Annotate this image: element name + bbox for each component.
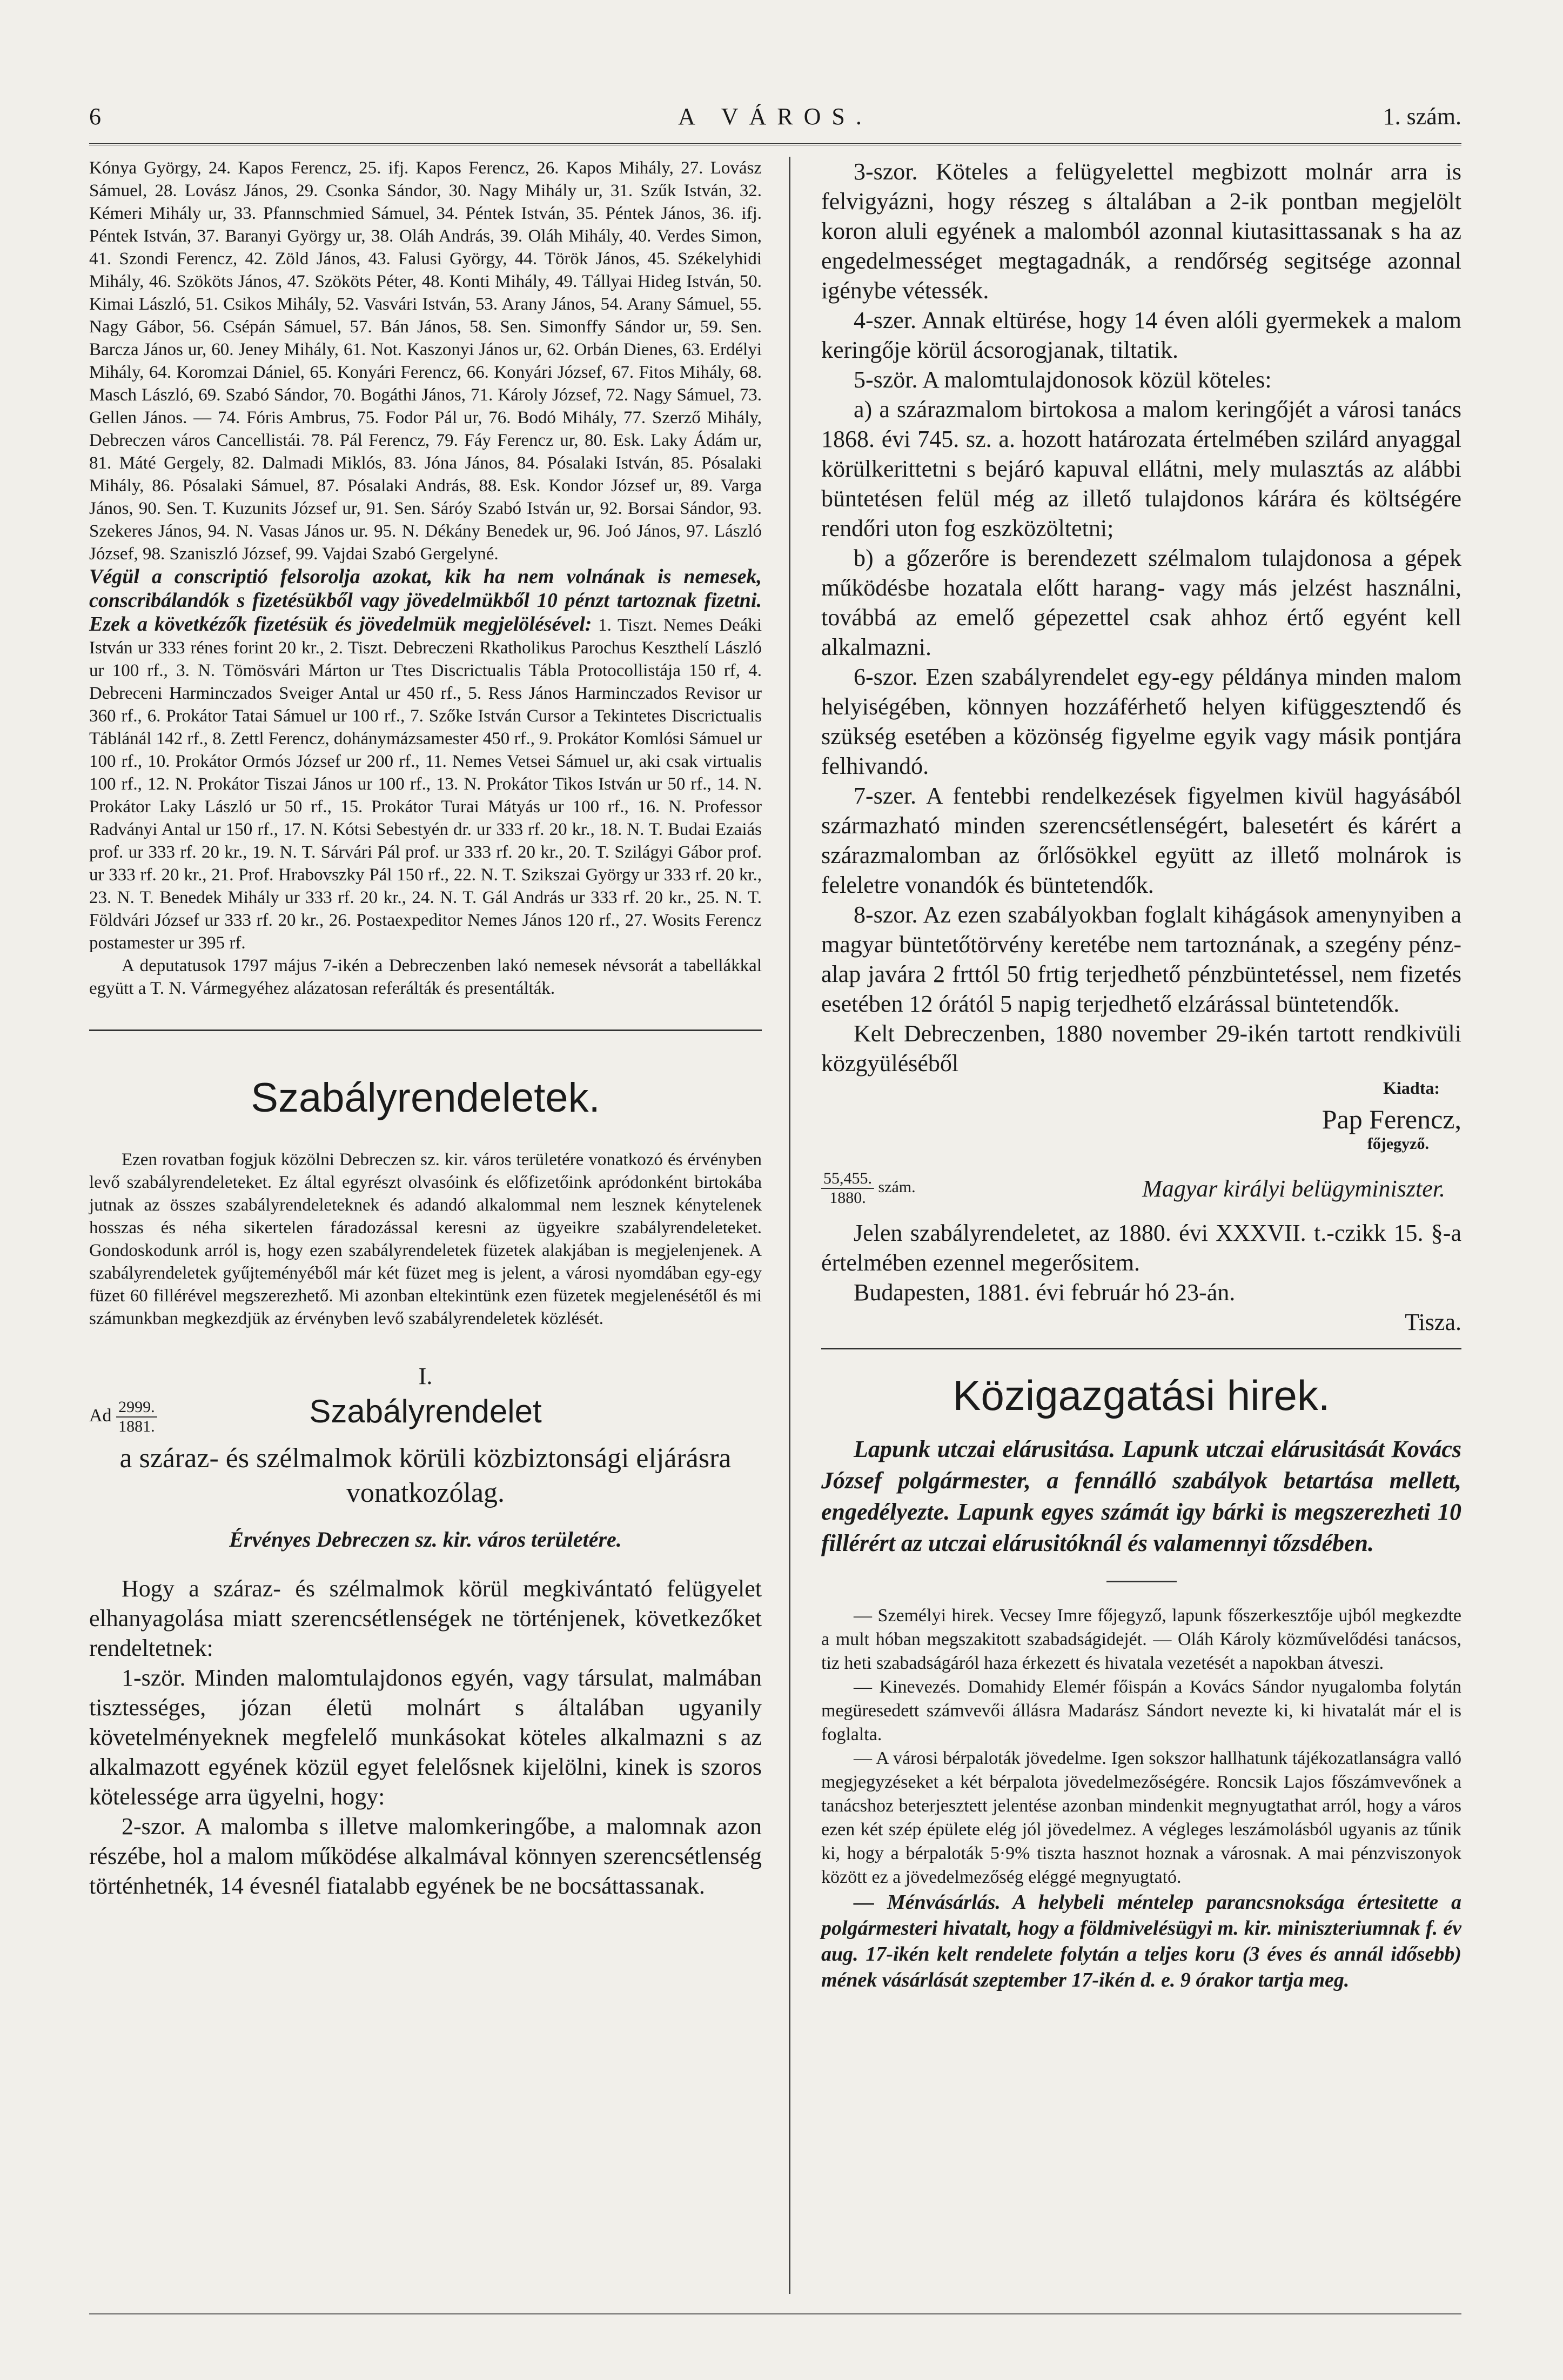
ref-number: 55,455. — [821, 1169, 874, 1189]
regulation-subtitle: a száraz- és szélmalmok körüli közbiztonsági eljárásra vonatkozólag. — [119, 1443, 732, 1508]
ref-year: 1880. — [829, 1189, 866, 1207]
reg-point-3: 3-szor. Köteles a felügyelettel megbizott molnár arra is felvigyázni, hogy részeg s általában a 2-ik pontban megjelölt koron aluli egyének a malomból azonnal kiutasittassanak s ha az engedelmességet megtagadnák, a rendőrség segitsége azonnal igénybe vétessék. — [821, 158, 1461, 304]
ad-label: Ad — [89, 1405, 112, 1426]
ministry-title: Magyar királyi belügyminiszter. — [1142, 1175, 1445, 1202]
roman-numeral: I. — [418, 1363, 433, 1389]
reg-title-row — [89, 1393, 762, 1436]
kelt-line: Kelt Debreczenben, 1880 november 29-ikén tartott rendkivüli közgyüléséből — [821, 1020, 1461, 1077]
signer-title: főjegyző. — [1367, 1135, 1429, 1153]
column-divider — [789, 157, 790, 2294]
section-intro: Ezen rovatban fogjuk közölni Debreczen sz. kir. város területére vonatkozó és érvényben levő szabályrendeleteket. Ez által egyrészt olvasóink és előfizetőink apródonként birtokába jutnak az összes szabályrendeleteknek és adandó alkalommal nem lesznek kénytelenek hosszas és néha sikertelen fáradozással keresni az ügyeikre szabályrendeleteket. Gondoskodunk arról is, hogy ezen szabályrendeletek füzetek alakjában is megjelenjenek. A szabályrendeletek gyűjteményéből már két füzet meg is jelent, a városi nyomdában egy-egy füzet 60 fillérével megszerezhető. Mi azonban eltekintünk ezen füzetek megjelenésétől és mi számunkban megkezdjük az érvényben levő szabályrendeletek közlését. — [89, 1150, 762, 1328]
regulation-title: Szabályrendelet — [309, 1393, 542, 1429]
payers-list: 1. Tiszt. Nemes Deáki István ur 333 rénes forint 20 kr., 2. Tiszt. Debreczeni Rkatholikus Parochus Keszthelí László ur 100 rf., 3. N. Tömösvári Márton ur Ttes Discrictualis Tábla Protocollistája 150 rf, 4. Debreceni Harminczados Sveiger Antal ur 450 rf., 5. Ress János Harminczados Revisor ur 360 rf., 6. Prokátor Tatai Sámuel ur 100 rf., 7. Szőke István Cursor a Tekintetes Discrictualis Táblánál 142 rf., 8. Zettl Ferencz, dohánymázsamester 450 rf., 9. Prokátor Komlósi Sámuel ur 100 rf., 10. Prokátor Ormós József ur 200 rf., 11. Nemes Vetsei Sámuel ur, aki csak virtualis 100 rf., 12. N. Prokátor Tiszai János ur 100 rf., 13. N. Prokátor Tikos István ur 50 rf., 14. N. Prokátor Laky László ur 50 rf., 15. Prokátor Turai Mátyás ur 100 rf., 16. N. Professor Radványi Antal ur 150 rf., 17. N. Kótsi Sebestyén dr. ur 333 rf. 20 kr., 18. N. T. Budai Ezaiás prof. ur 333 rf. 20 kr., 19. N. T. Sárvári Pál prof. ur 333 rf. 20 kr., 20. T. Szilágyi Gábor prof. ur 333 rf. 20 kr., 21. Prof. Hrabovszky Pál 150 rf., 22. N. T. Szikszai György ur 333 rf. 20 kr., 23. N. T. Benedek Mihály ur 333 rf. 20 kr., 24. N. T. Gál András ur 333 rf. 20 kr., 25. N. T. Földvári József ur 333 rf. 20 kr., 26. Postaexpeditor Nemes János 120 rf., 27. Wosits Ferencz postamester ur 395 rf. — [89, 616, 762, 953]
news-lead: Lapunk utczai elárusitása. Lapunk utczai elárusitását Kovács József polgármester, a fennálló szabályok betartása mellett, engedélyezte. Lapunk egyes számát igy bárki is megszerezheti 10 fillérért az utczai elárusitóknál és valamennyi tőzsdében. — [821, 1436, 1461, 1556]
section-rule — [89, 1029, 762, 1031]
names-list: Kónya György, 24. Kapos Ferencz, 25. ifj. Kapos Ferencz, 26. Kapos Mihály, 27. Lovász Sámuel, 28. Lovász János, 29. Csonka Sándor, 30. Nagy Mihály ur, 31. Szűk István, 32. Kémeri Mihály ur, 33. Pfannschmied Sámuel, 34. Péntek István, 35. Péntek János, 36. ifj. Péntek István, 37. Baranyi György ur, 38. Oláh András, 39. Oláh Mihály, 40. Verdes Simon, 41. Szondi Ferencz, 42. Zöld János, 43. Falusi György, 44. Török János, 45. Székelyhidi Mihály, 46. Szököts János, 47. Szököts Péter, 48. Konti Mihály, 49. Tállyai Hideg István, 50. Kimai László, 51. Csikos Mihály, 52. Vasvári István, 53. Arany János, 54. Arany Sámuel, 55. Nagy Gábor, 56. Csépán Sámuel, 57. Bán János, 58. Sen. Simonffy Sándor ur, 59. Sen. Barcza János ur, 60. Jeney Mihály, 61. Not. Kaszonyi János ur, 62. Orbán Dienes, 63. Erdélyi Mihály, 64. Koromzai Dániel, 65. Konyári Ferencz, 66. Konyári József, 67. Fitos Mihály, 68. Masch László, 69. Szabó Sándor, 70. Bogáthi János, 71. Károly József, 72. Nagy Sámuel, 73. Gellen János. — 74. Fóris Ambrus, 75. Fodor Pál ur, 76. Bodó Mihály, 77. Szerző Mihály, Debreczen város Cancellistái. 78. Pál Ferencz, 79. Fáy Ferencz ur, 80. Esk. Laky Ádám ur, 81. Máté Gergely, 82. Dalmadi Miklós, 83. Jóna János, 84. Pósalaki István, 85. Pósalaki Mihály, 86. Pósalaki Sámuel, 87. Pósalaki András, 88. Esk. Kondor József ur, 89. Varga János, 90. Sen. T. Kuzunits József ur, 91. Sen. Sáróy Szabó István ur, 92. Borsai Sándor, 93. Szekeres János, 94. N. Vasas János ur. 95. N. Dékány Benedek ur, 96. Joó János, 97. László József, 98. Szaniszló József, 99. Vajdai Szabó Gergelyné. — [89, 158, 762, 564]
confirmation: Jelen szabályrendeletet, az 1880. évi XXXVII. t.-czikk 15. §-a értelmében ezennel megerősitem. — [821, 1220, 1461, 1276]
kiadta-label: Kiadta: — [1383, 1078, 1440, 1098]
ad-number: 2999. — [116, 1398, 157, 1418]
header-rule — [89, 143, 1461, 145]
closing-paragraph: A deputatusok 1797 május 7-ikén a Debreczenben lakó nemesek névsorát a tabellákkal együtt a T. N. Vármegyéhez alázatosan referálták és presentálták. — [89, 956, 762, 998]
issue-number: 1. szám. — [1383, 103, 1461, 130]
left-column — [89, 157, 762, 1901]
section-title: Szabályrendeletek. — [251, 1075, 600, 1121]
reg-point-7: 7-szer. A fentebbi rendelkezések figyelmen kivül hagyásából származható minden szerencsétlenségért, balesetért és kárért a szárazmalomban az őrlősökkel együtt az illető molnárok is feleletre vonandók és büntetendők. — [821, 783, 1461, 898]
italic-intro: Végül a conscriptió felsorolja azokat, kik ha nem volnának is nemesek, conscribálandók s fizetésükből vagy jövedelmükből 10 pénzt tartoznak fizetni. Ezek a követkézők fizetésük és jövedelmük megjelölésével: — [89, 565, 762, 636]
reg-point-4: 4-szer. Annak eltürése, hogy 14 éven alóli gyermekek a malom keringője körül ácsorogjanak, tiltatik. — [821, 307, 1461, 363]
footer-rule — [89, 2313, 1461, 2315]
ref-number-block — [821, 1169, 916, 1207]
news-stallion-purchase: — Ménvásárlás. A helybeli méntelep parancsnoksága értesitette a polgármesteri hivatalt, hogy a földmivelésügyi m. kir. miniszteriumnak f. év aug. 17-ikén kelt rendelete folytán a teljes koru (3 éves és annál idősebb) mének vásárlását szeptember 17-ikén d. e. 9 órakor tartja meg. — [821, 1891, 1461, 1991]
reg-point-2: 2-szor. A malomba s illetve malomkeringőbe, a malomnak azon részébe, hol a malom működése alkalmával könnyen szerencsétlenség történhetnék, 14 évesnél fiatalabb egyének be ne bocsáttassanak. — [89, 1813, 762, 1899]
masthead-title: A VÁROS. — [678, 103, 873, 130]
reg-point-1: 1-ször. Minden malomtulajdonos egyén, vagy társulat, malmában tisztességes, józan életü molnárt s általában ugyanily követelményeknek megfelelő munkásokat köteles alkalmazni s az alkalmazott egyének közül egyet felelősnek kijelölni, kinek is szoros kötelessége arra ügyelni, hogy: — [89, 1664, 762, 1810]
ministry-row — [821, 1169, 1461, 1218]
reg-point-6: 6-szor. Ezen szabályrendelet egy-egy példánya minden malom helyiségében, könnyen hozzáférhető helyen kifüggesztendő és szükség esetében a közönség figyelme egyik vagy másik pontjára felhivandó. — [821, 664, 1461, 779]
right-column — [821, 157, 1461, 1993]
page-header — [89, 103, 1461, 141]
regulation-validity: Érvényes Debreczen sz. kir. város területére. — [229, 1527, 622, 1552]
ad-year: 1881. — [118, 1418, 155, 1435]
page-number: 6 — [89, 103, 101, 130]
signer-name: Pap Ferencz, — [1321, 1104, 1461, 1134]
news-section-title: Közigazgatási hirek. — [952, 1372, 1330, 1419]
news-appointment: — Kinevezés. Domahidy Elemér főispán a Kovács Sándor nyugalomba folytán megüresedett számvevői állásra Madarász Sándort nevezte ki, ki hivatalát már el is foglalta. — [821, 1677, 1461, 1744]
regulation-preamble: Hogy a száraz- és szélmalmok körül megkivántató felügyelet elhanyagolása miatt szerencsétlenségek ne történjenek, következőket rendeltetnek: — [89, 1575, 762, 1661]
reg-point-8: 8-szor. Az ezen szabályokban foglalt kihágások amenynyiben a magyar büntetőtörvény keretébe nem tartoznának, a szegény pénz-alap javára 2 frttól 50 frtig terjedhető pénzbüntetéssel, nem fizetés esetében 12 órától 5 napig terjedhető elzárással büntetendők. — [821, 901, 1461, 1017]
payers-paragraph — [89, 565, 762, 954]
ref-fraction — [821, 1169, 874, 1207]
news-personal: — Személyi hirek. Vecsey Imre főjegyző, lapunk főszerkesztője ujból megkezdte a mult hóban megszakitott szabadságidejét. — Oláh Károly közművelődési tanácsos, tiz heti szabadságáról haza érkezett és hivatala vezetését a napokban átveszi. — [821, 1606, 1461, 1673]
short-divider — [1106, 1581, 1177, 1582]
reg-point-5b: b) a gőzerőre is berendezett szélmalom tulajdonosa a gépek működésbe hozatala előtt harang- vagy más jelzést használni, továbbá az emelő gépezettel csak ahhoz értő egyént kell alkalmazni. — [821, 545, 1461, 660]
reg-point-5: 5-ször. A malomtulajdonosok közül köteles: — [854, 366, 1272, 393]
place-date: Budapesten, 1881. évi február hó 23-án. — [854, 1279, 1236, 1306]
reg-point-5a: a) a szárazmalom birtokosa a malom keringőjét a városi tanács 1868. évi 745. sz. a. hozott határozata értelmében szilárd anyaggal körülkerittetni s bejáró kapuval ellátni, mely mulasztás az alábbi büntetésen felül még az illető tulajdonos kárára és költségére rendőri uton fog eszközöltetni; — [821, 396, 1461, 541]
minister-name: Tisza. — [1405, 1309, 1461, 1335]
news-rule — [821, 1348, 1461, 1349]
news-rental-income: — A városi bérpaloták jövedelme. Igen sokszor hallhatunk tájékozatlanságra valló megjegyzéseket a két bérpalota jövedelmezőségére. Roncsik Lajos főszámvevőnek a tanácshoz beterjesztett jelentése azonban mindenkit megnyugtathat arról, hogy a város ezen két szép épülete elég jól jövedelmez. A végleges leszámolásból ugyanis az tűnik ki, hogy a bérpaloták 5·9% tiszta hasznot hoznak a városnak. A mai pénzviszonyok között ez a jövedelmezőség eléggé megnyugtató. — [821, 1748, 1461, 1887]
ref-label: szám. — [878, 1178, 916, 1196]
